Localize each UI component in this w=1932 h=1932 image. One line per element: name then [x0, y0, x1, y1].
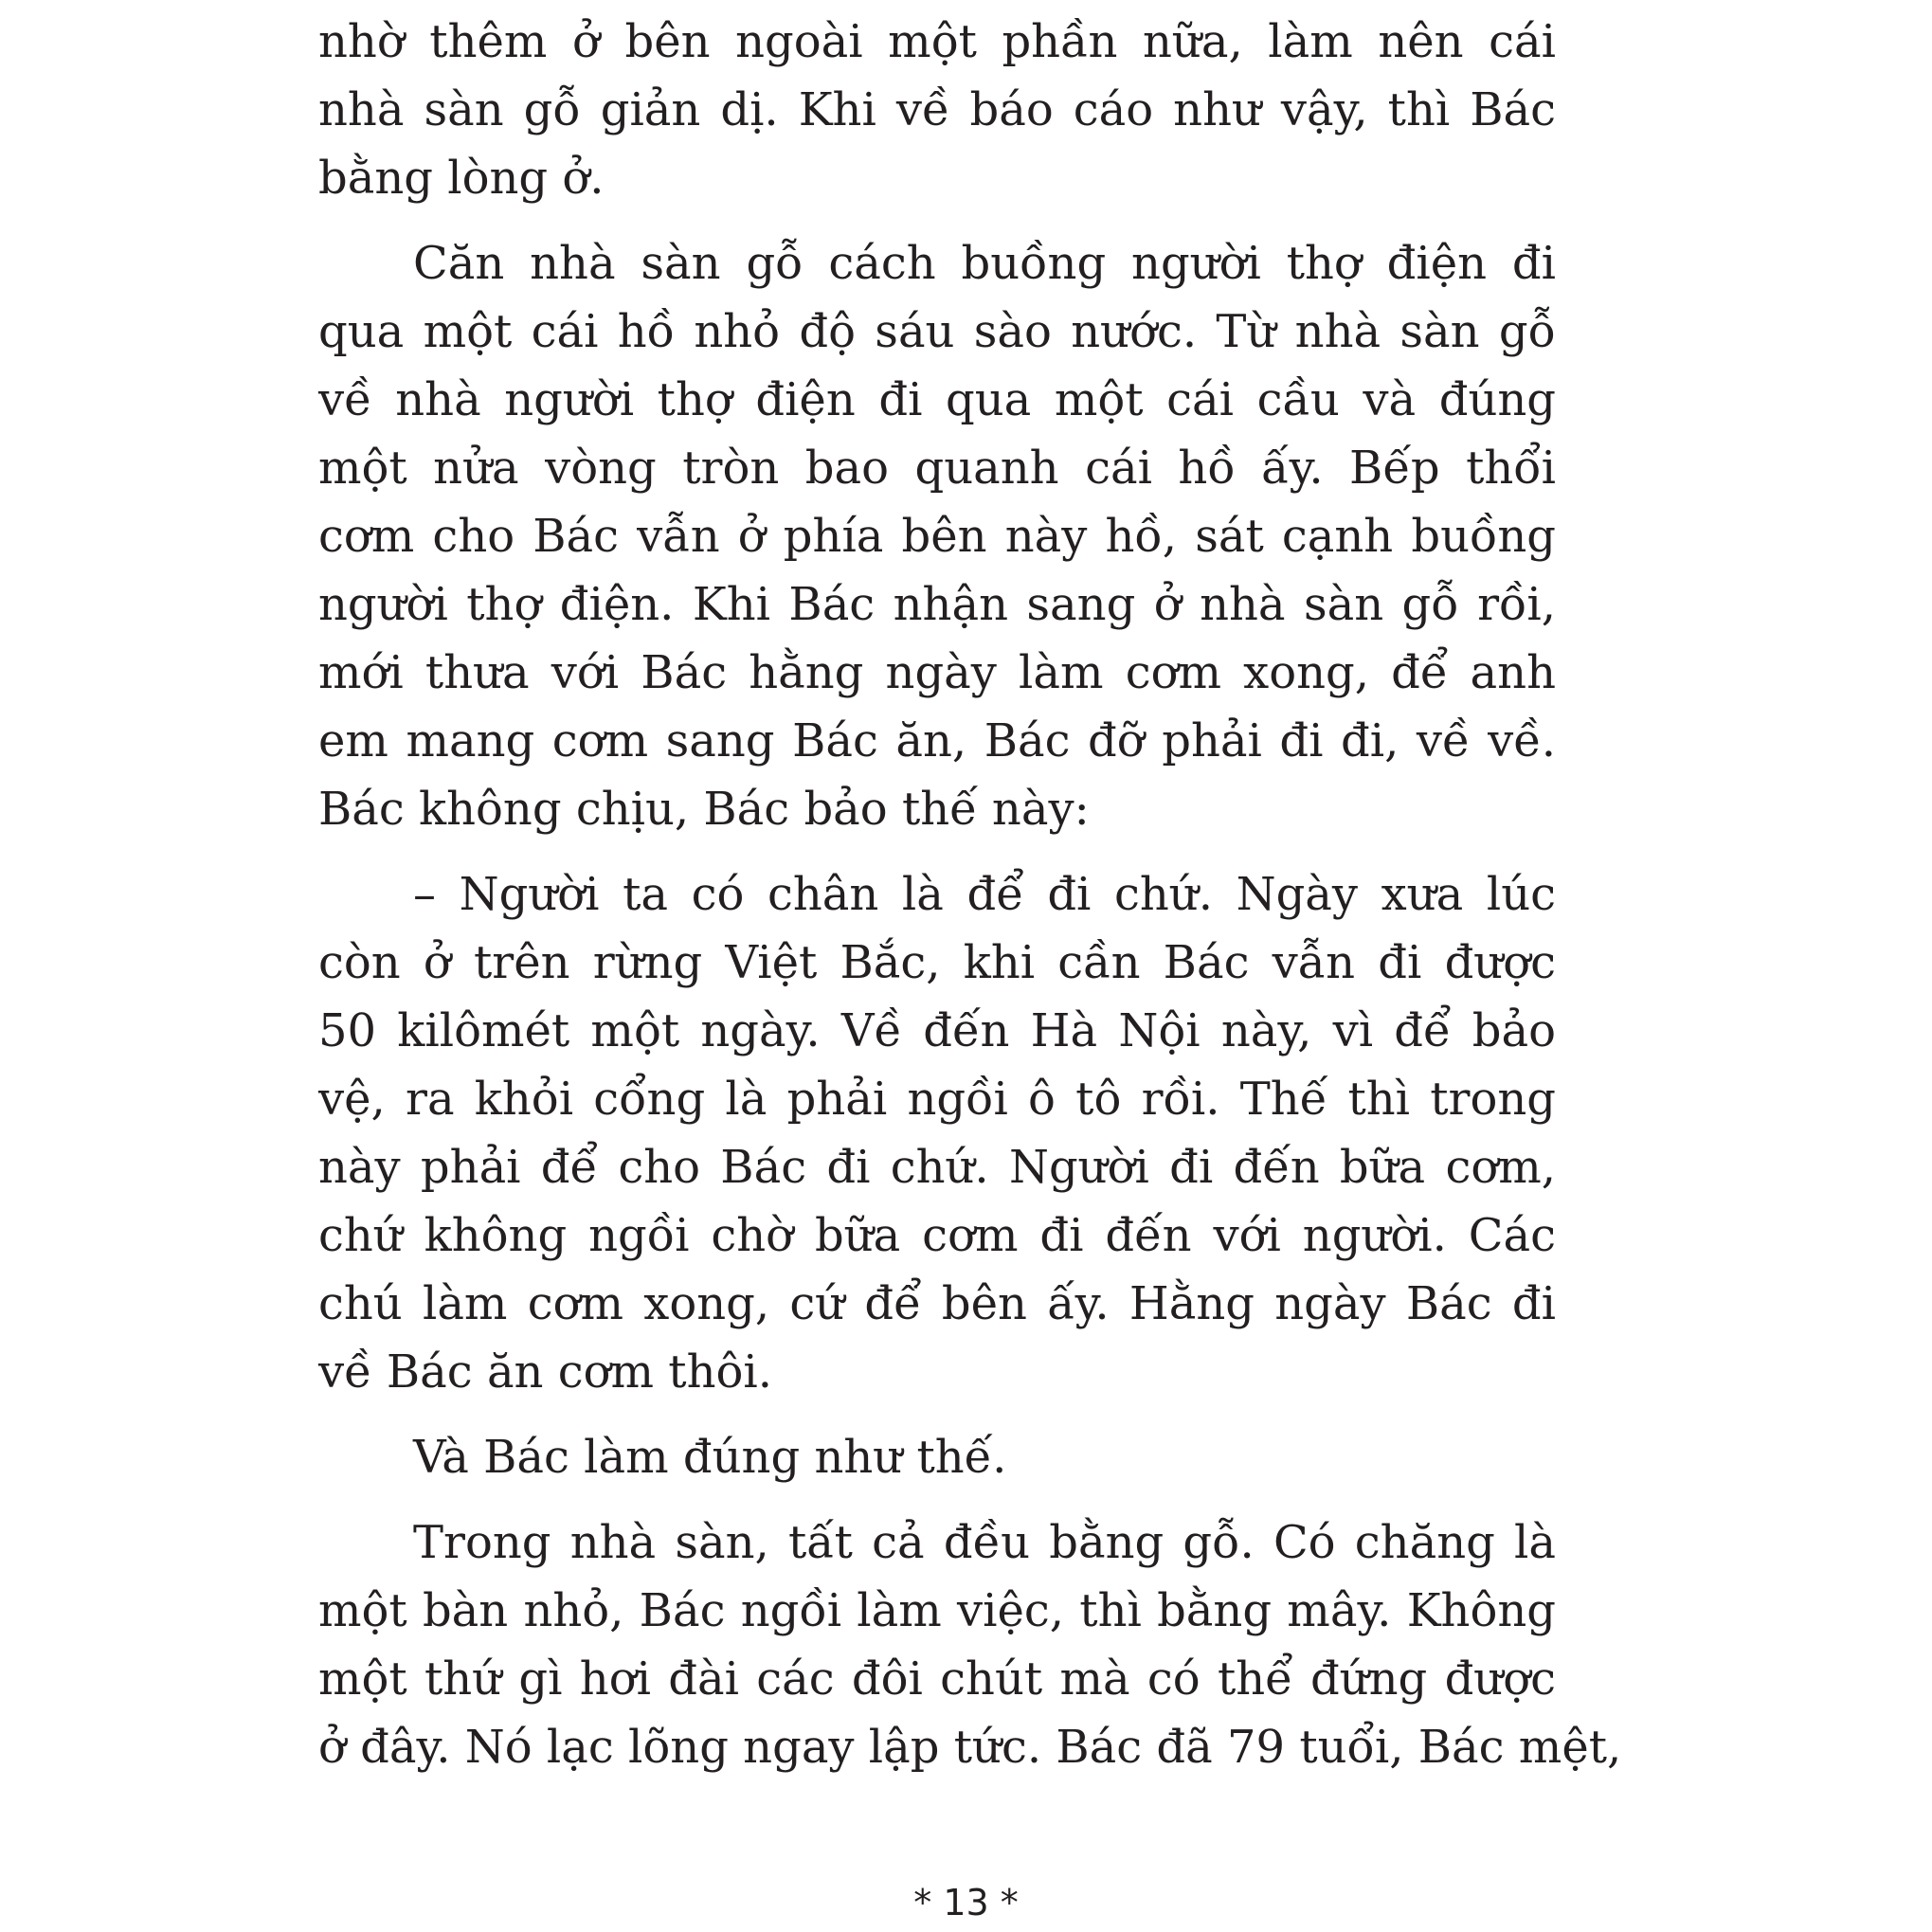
text-line: nhà sàn gỗ giản dị. Khi về báo cáo như vậy, thì Bác — [318, 83, 1556, 136]
text-line: Bác không chịu, Bác bảo thế này: — [318, 783, 1090, 836]
text-line: này phải để cho Bác đi chứ. Người đi đến bữa cơm, — [318, 1141, 1556, 1194]
text-line: cơm cho Bác vẫn ở phía bên này hồ, sát cạnh buồng — [318, 510, 1556, 563]
text-line: Căn nhà sàn gỗ cách buồng người thợ điện đi — [413, 237, 1556, 290]
paragraph-gap — [318, 1491, 1556, 1508]
text-line: qua một cái hồ nhỏ độ sáu sào nước. Từ nhà sàn gỗ — [318, 305, 1556, 358]
text-line: mới thưa với Bác hằng ngày làm cơm xong, để anh — [318, 646, 1556, 699]
paragraph — [318, 1508, 1622, 1781]
text-line: – Người ta có chân là để đi chứ. Ngày xưa lúc — [413, 868, 1556, 921]
paragraph — [318, 860, 1556, 1406]
body-text — [318, 8, 1622, 1781]
text-line: về nhà người thợ điện đi qua một cái cầu và đúng — [318, 373, 1556, 426]
text-line: nhờ thêm ở bên ngoài một phần nữa, làm nên cái — [318, 15, 1556, 68]
text-line: 50 kilômét một ngày. Về đến Hà Nội này, vì để bảo — [318, 1004, 1556, 1057]
paragraph-gap — [318, 843, 1556, 860]
text-line: một thứ gì hơi đài các đôi chút mà có thể đứng được — [318, 1652, 1556, 1706]
text-line: ở đây. Nó lạc lõng ngay lập tức. Bác đã 79 tuổi, Bác mệt, — [318, 1721, 1622, 1774]
paragraph-gap — [318, 212, 1556, 229]
text-line: về Bác ăn cơm thôi. — [318, 1345, 772, 1399]
text-line: một bàn nhỏ, Bác ngồi làm việc, thì bằng mây. Không — [318, 1584, 1556, 1637]
page-number: * 13 * — [913, 1882, 1019, 1923]
text-line: chú làm cơm xong, cứ để bên ấy. Hằng ngày Bác đi — [318, 1277, 1556, 1330]
text-line: một nửa vòng tròn bao quanh cái hồ ấy. Bếp thổi — [318, 442, 1556, 495]
text-line: còn ở trên rừng Việt Bắc, khi cần Bác vẫn đi được — [318, 936, 1556, 989]
paragraph — [318, 229, 1556, 843]
text-line: bằng lòng ở. — [318, 152, 605, 205]
text-line: vệ, ra khỏi cổng là phải ngồi ô tô rồi. Thế thì trong — [318, 1073, 1556, 1126]
text-line: Và Bác làm đúng như thế. — [413, 1431, 1007, 1484]
paragraph — [318, 1423, 1556, 1491]
paragraph-gap — [318, 1406, 1556, 1423]
paragraph — [318, 8, 1556, 212]
text-line: Trong nhà sàn, tất cả đều bằng gỗ. Có chăng là — [413, 1516, 1556, 1569]
text-line: chứ không ngồi chờ bữa cơm đi đến với người. Các — [318, 1209, 1556, 1262]
text-line: người thợ điện. Khi Bác nhận sang ở nhà sàn gỗ rồi, — [318, 578, 1556, 631]
text-line: em mang cơm sang Bác ăn, Bác đỡ phải đi đi, về về. — [318, 714, 1556, 767]
